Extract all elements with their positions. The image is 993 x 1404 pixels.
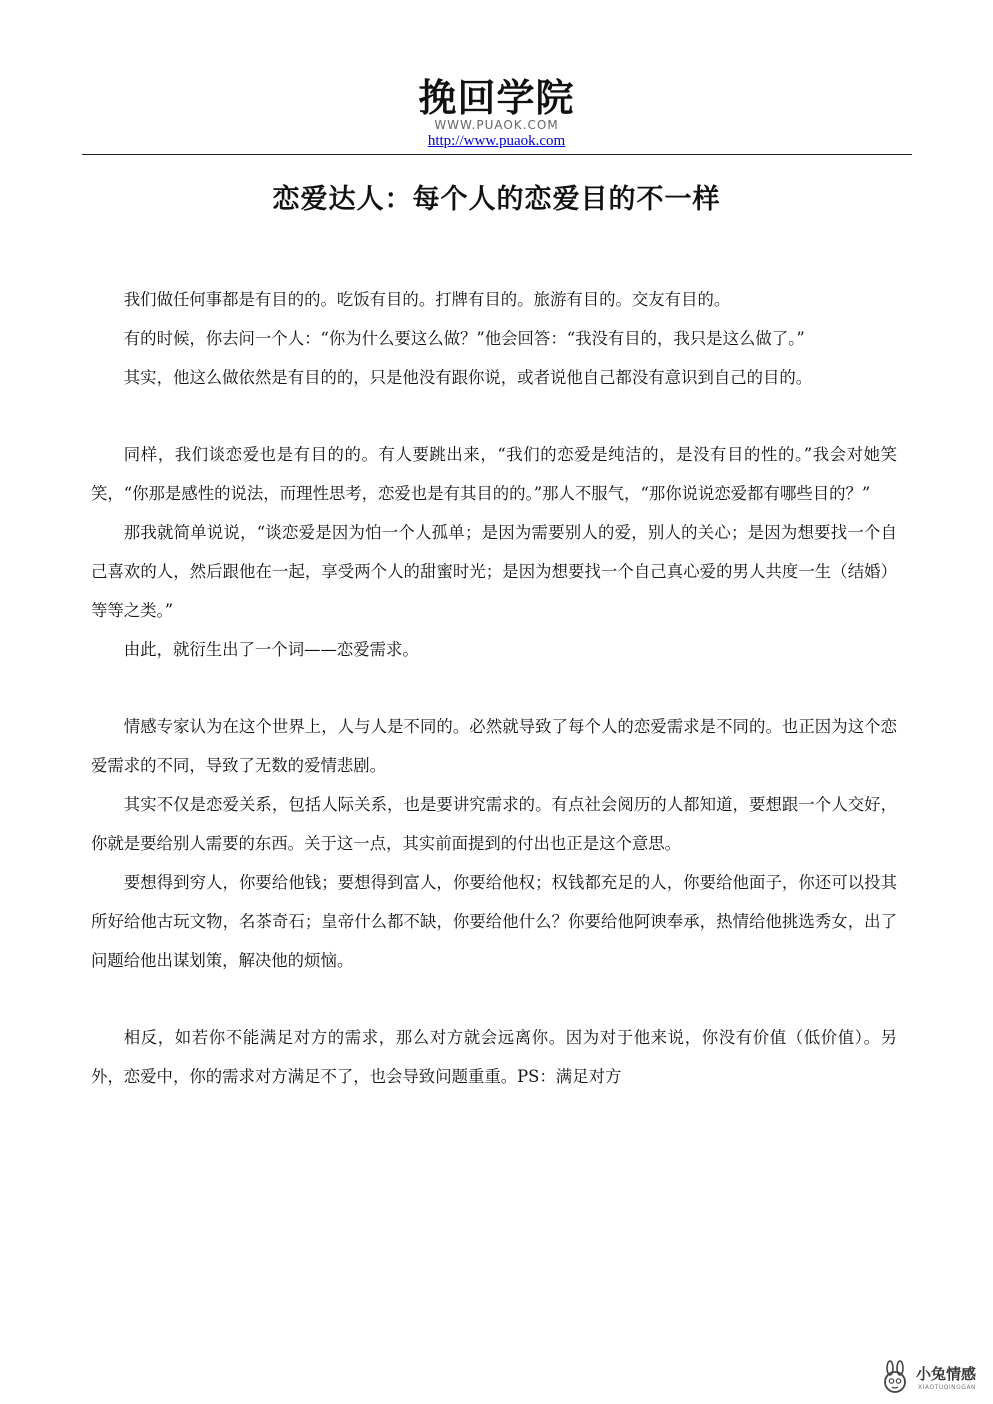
paragraph-gap bbox=[91, 669, 897, 707]
logo-subtitle: WWW.PUAOK.COM bbox=[434, 118, 559, 132]
paragraph: 要想得到穷人，你要给他钱；要想得到富人，你要给他权；权钱都充足的人，你要给他面子，你还可以投其所好给他古玩文物，名茶奇石；皇帝什么都不缺，你要给他什么？你要给他阿谀奉承，热情给他挑选秀女，出了问题给他出谋划策，解决他的烦恼。 bbox=[91, 873, 897, 970]
logo-title: 挽回学院 bbox=[418, 76, 575, 120]
watermark-logo bbox=[878, 1360, 988, 1398]
site-url-link[interactable]: http://www.puaok.com bbox=[427, 133, 566, 149]
rabbit-logo-icon bbox=[878, 1360, 914, 1396]
paragraph: 那我就简单说说，“谈恋爱是因为怕一个人孤单；是因为需要别人的爱，别人的关心；是因为想要找一个自己喜欢的人，然后跟他在一起，享受两个人的甜蜜时光；是因为想要找一个自己真心爱的男人共度一生（结婚）等等之类。” bbox=[91, 523, 897, 620]
site-url-line bbox=[0, 133, 993, 150]
header-divider bbox=[82, 154, 912, 155]
paragraph: 我们做任何事都是有目的的。吃饭有目的。打牌有目的。旅游有目的。交友有目的。 bbox=[123, 290, 731, 309]
paragraph: 其实不仅是恋爱关系，包括人际关系，也是要讲究需求的。有点社会阅历的人都知道，要想跟一个人交好，你就是要给别人需要的东西。关于这一点，其实前面提到的付出也正是这个意思。 bbox=[91, 795, 897, 853]
watermark-subtitle: XIAOTUQINGGAN bbox=[918, 1384, 977, 1391]
watermark-brand: 小兔情感 bbox=[916, 1365, 977, 1383]
paragraph: 其实，他这么做依然是有目的的，只是他没有跟你说，或者说他自己都没有意识到自己的目的。 bbox=[123, 368, 813, 387]
paragraph: 情感专家认为在这个世界上，人与人是不同的。必然就导致了每个人的恋爱需求是不同的。也正因为这个恋爱需求的不同，导致了无数的爱情悲剧。 bbox=[91, 717, 897, 775]
paragraph-gap bbox=[91, 397, 897, 435]
paragraph-gap bbox=[91, 980, 897, 1018]
site-logo bbox=[0, 78, 993, 132]
document-body bbox=[91, 280, 897, 1096]
document-title: 恋爱达人：每个人的恋爱目的不一样 bbox=[272, 184, 721, 215]
paragraph: 同样，我们谈恋爱也是有目的的。有人要跳出来，“我们的恋爱是纯洁的，是没有目的性的。”我会对她笑笑，“你那是感性的说法，而理性思考，恋爱也是有其目的的。”那人不服气，“那你说说恋爱都有哪些目的？” bbox=[91, 445, 897, 503]
paragraph: 相反，如若你不能满足对方的需求，那么对方就会远离你。因为对于他来说，你没有价值（低价值）。另外，恋爱中，你的需求对方满足不了，也会导致问题重重。PS：满足对方 bbox=[91, 1028, 897, 1086]
paragraph: 有的时候，你去问一个人：“你为什么要这么做？”他会回答：“我没有目的，我只是这么做了。” bbox=[123, 329, 805, 348]
paragraph: 由此，就衍生出了一个词——恋爱需求。 bbox=[123, 640, 419, 659]
